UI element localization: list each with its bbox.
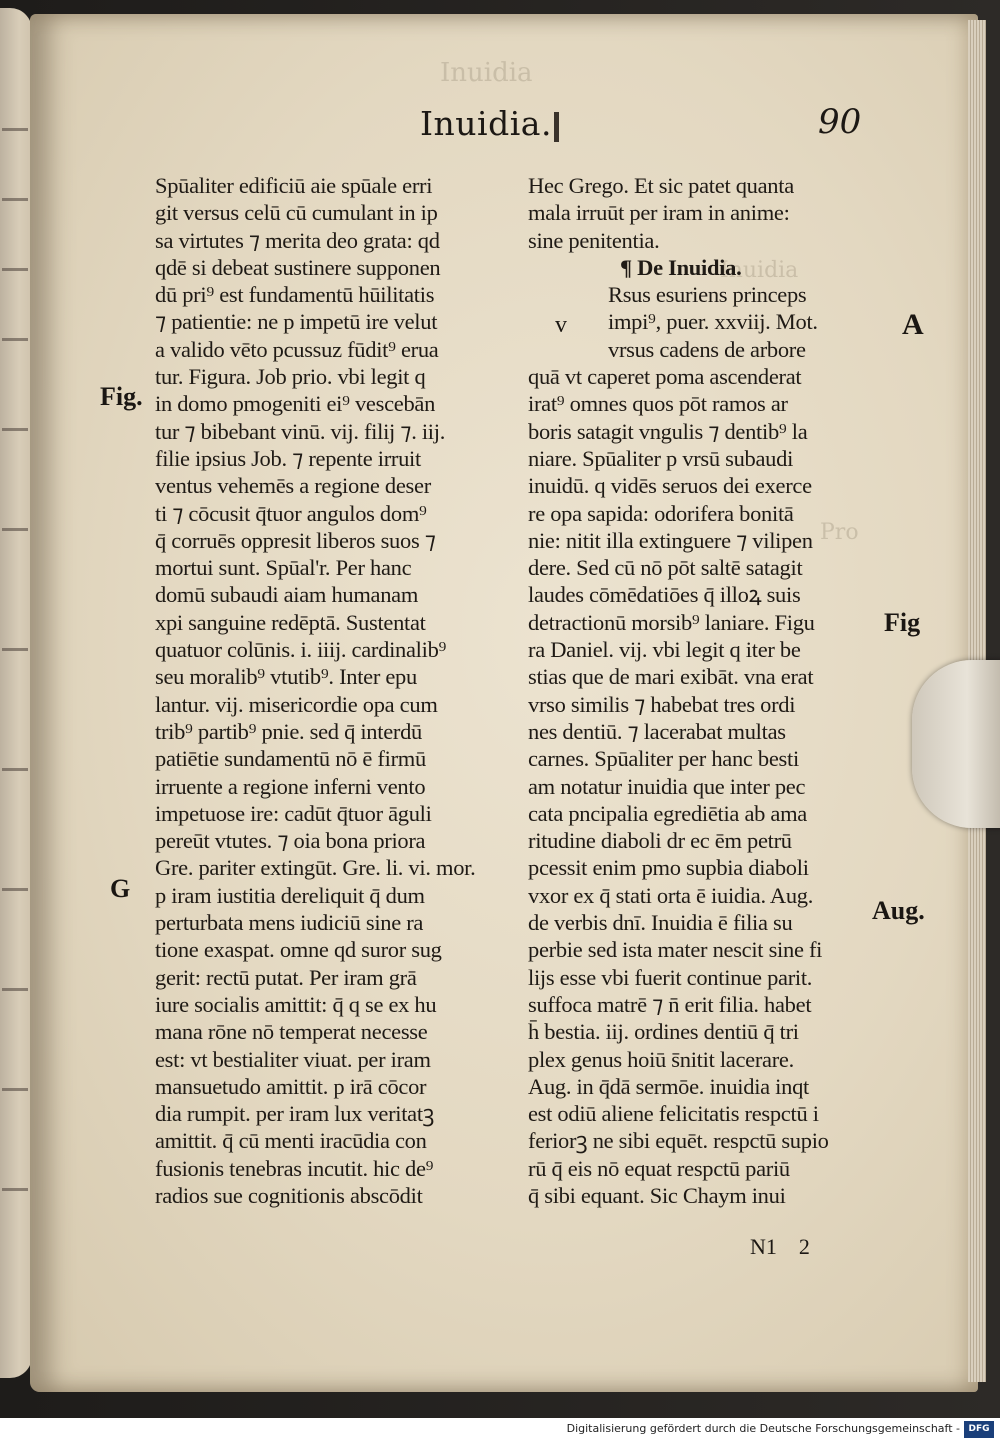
margin-note-augustinus: Aug. [872,896,925,925]
text-line: mana rōne nō temperat necesse [155,1019,428,1045]
text-column-left [155,172,517,1209]
margin-note-gregorius: G [110,874,131,903]
text-line: vrso similis ⁊ habebat tres ordi [528,691,796,717]
text-line: sine penitentia. [528,227,660,253]
text-line: tur ⁊ bibebant vinū. vij. filij ⁊. iij. [155,418,446,444]
text-line: impetuose ire: cadūt q̄tuor āguli [155,800,432,826]
text-line: carnes. Spūaliter per hanc besti [528,746,799,772]
text-line: stias que de mari exibāt. vna erat [528,664,814,690]
text-line: perturbata mens iudiciū sine ra [155,910,424,936]
text-line: patiētie sundamentū nō ē firmū [155,746,426,772]
folio-number: 90 [818,102,862,142]
text-line: perbie sed ista mater nescit sine fi [528,937,823,963]
text-line: dū pri⁹ est fundamentū hūilitatis [155,282,435,308]
text-line: seu moralib⁹ vtutib⁹. Inter epu [155,664,417,690]
text-line: ritudine diaboli dr ec ēm petrū [528,828,792,854]
text-line: tione exaspat. omne qd suror sug [155,937,442,963]
text-line: Hec Grego. Et sic patet quanta [528,173,794,198]
text-line: tur. Figura. Job prio. vbi legit q [155,364,426,390]
margin-note-v: v [555,312,567,338]
text-line: feriorꝫ ne sibi equēt. respctū supio [528,1128,829,1154]
margin-note-figura-right: Fig [884,608,921,637]
text-line: boris satagit vngulis ⁊ dentib⁹ la [528,418,808,444]
text-line: mortui sunt. Spūal'r. Per hanc [155,555,412,581]
signature-mark [750,1234,832,1260]
text-line: pcessit enim pmo supbia diaboli [528,855,809,881]
margin-note-section-a: A [902,308,924,341]
text-line: lantur. vij. misericordie opa cum [155,691,438,717]
text-line: radios sue cognitionis abscōdit [155,1182,423,1208]
text-line: dere. Sed cū nō pōt saltē satagit [528,555,803,581]
text-line: q̄ sibi equant. Sic Chaym inui [528,1182,786,1208]
text-line: git versus celū cū cumulant in ip [155,200,438,226]
text-line: Rsus esuriens princeps [608,282,807,308]
text-line: sa virtutes ⁊ merita deo grata: qd [155,227,440,253]
text-line: Gre. pariter extingūt. Gre. li. vi. mor. [155,855,476,881]
signature-number: 2 [798,1234,810,1259]
text-line: in domo pmogeniti ei⁹ vescebān [155,391,436,417]
text-line: lijs esse vbi fuerit continue parit. [528,964,813,990]
text-line: Aug. in q̄dā sermōe. inuidia inqt [528,1073,809,1099]
text-line: cata pncipalia egrediētia ab ama [528,800,807,826]
text-line: Spūaliter edificiū aie spūale erri [155,173,433,198]
text-line: am notatur inuidia que inter pec [528,773,806,799]
bleed-through-text: Pro [820,520,859,545]
credit-bar [0,1418,1000,1442]
text-line: ⁊ patientie: ne p impetū ire velut [155,309,438,335]
text-line: laudes cōmēdatiōes q̄ illoꝝ suis [528,582,801,608]
text-line: ti ⁊ cōcusit q̄tuor angulos dom⁹ [155,500,427,526]
text-line: q̄ corruēs oppresit liberos suos ⁊ [155,527,436,553]
text-line: detractionū morsib⁹ laniare. Figu [528,609,815,635]
text-line: qdē si debeat sustinere supponen [155,254,441,280]
running-head: Inuidia. [420,104,552,143]
text-line: trib⁹ partib⁹ pnie. sed q̄ interdū [155,718,422,744]
text-line: re opa sapida: odorifera bonitā [528,500,794,526]
text-line: nes dentiū. ⁊ lacerabat multas [528,718,786,744]
text-line: nie: nitit illa extinguere ⁊ vilipen [528,527,813,553]
text-line: irruente a regione inferni vento [155,773,426,799]
credit-text: Digitalisierung gefördert durch die Deutsche Forschungsgemeinschaft - [566,1422,960,1435]
text-line: xpi sanguine redēptā. Sustentat [155,609,426,635]
text-line: suffoca matrē ⁊ n̄ erit filia. habet [528,991,812,1017]
text-line: domū subaudi aiam humanam [155,582,419,608]
text-line: plex genus hoiū s̄nitit lacerare. [528,1046,794,1072]
text-line: h̄ bestia. iij. ordines dentiū q̄ tri [528,1019,799,1045]
text-line: de verbis dnī. Inuidia ē filia su [528,910,793,936]
text-line: vrsus cadens de arbore [608,336,806,362]
dfg-logo: DFG [964,1421,994,1438]
text-line: inuidū. q vidēs seruos dei exerce [528,473,812,499]
adjacent-page-edge [0,8,32,1378]
bleed-through-text: Inuidia [720,258,799,283]
text-line: mansuetudo amittit. p irā cōcor [155,1073,427,1099]
text-line: est: vt bestialiter viuat. per iram [155,1046,431,1072]
text-line: gerit: rectū putat. Per iram grā [155,964,417,990]
text-line: dia rumpit. per iram lux veritatꝫ [155,1101,435,1127]
text-line: quatuor colūnis. i. iiij. cardinalib⁹ [155,637,447,663]
signature-letter: N1 [750,1234,777,1259]
text-line: impi⁹, puer. xxviij. Mot. [608,309,818,335]
text-column-right [528,172,890,1209]
text-line: niare. Spūaliter p vrsū subaudi [528,445,794,471]
text-line: mala irruūt per iram in anime: [528,200,790,226]
text-line: vxor ex q̄ stati orta ē iuidia. Aug. [528,882,814,908]
bleed-through-text: Inuidia [440,58,533,88]
book-clip [912,660,1000,828]
text-line: fusionis tenebras incutit. hic de⁹ [155,1155,434,1181]
text-line: a valido vēto pcussuz fūdit⁹ erua [155,336,439,362]
text-line: ¶ De Inuidia. [620,254,742,280]
text-line: irat⁹ omnes quos pōt ramos ar [528,391,788,417]
text-line: est odiū aliene felicitatis respctū i [528,1101,819,1127]
margin-note-figura: Fig. [100,382,143,411]
text-line: iure socialis amittit: q̄ q se ex hu [155,991,437,1017]
head-rule [554,112,559,142]
text-line: ventus vehemēs a regione deser [155,473,431,499]
text-line: rū q̄ eis nō equat respctū pariū [528,1155,790,1181]
text-line: quā vt caperet poma ascenderat [528,364,802,390]
text-line: filie ipsius Job. ⁊ repente irruit [155,445,421,471]
text-line: amittit. q̄ cū menti iracūdia con [155,1128,427,1154]
text-line: p iram iustitia dereliquit q̄ dum [155,882,425,908]
text-line: ra Daniel. vij. vbi legit q iter be [528,637,801,663]
text-line: pereūt vtutes. ⁊ oia bona priora [155,828,426,854]
